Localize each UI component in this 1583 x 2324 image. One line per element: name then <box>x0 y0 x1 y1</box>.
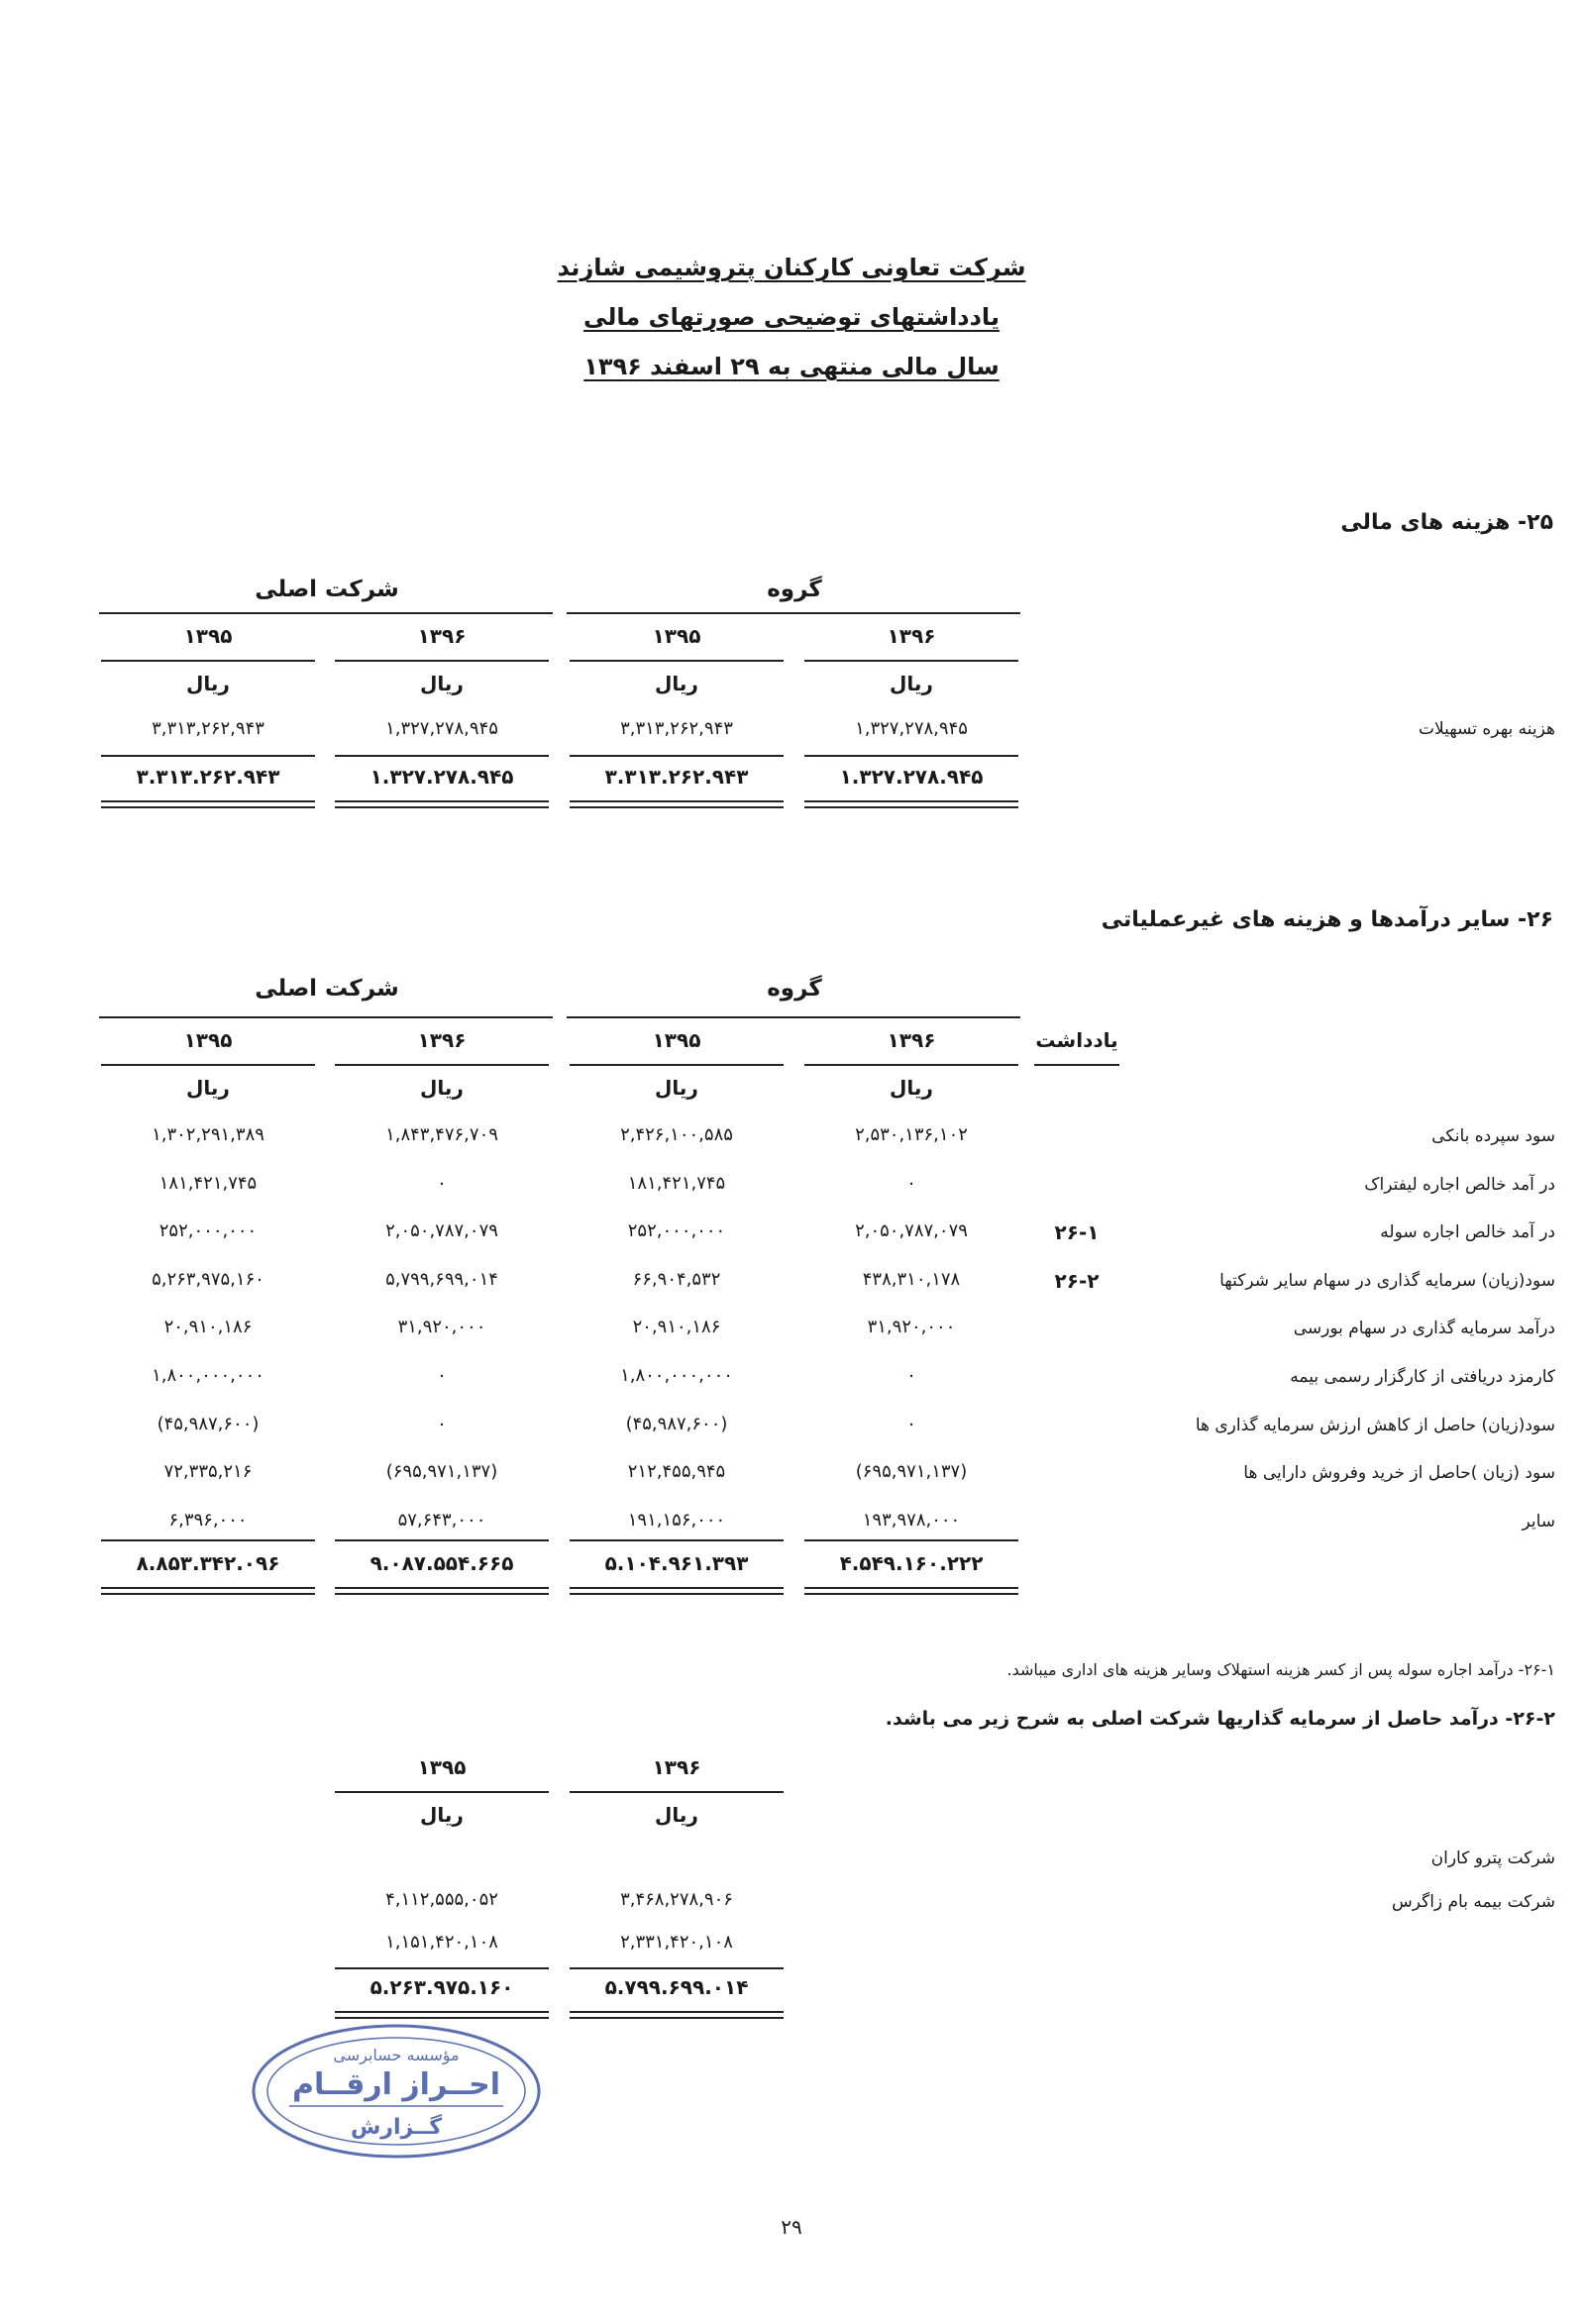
section-26-title: ۲۶- سایر درآمدها و هزینه های غیرعملیاتی <box>1101 907 1553 932</box>
s26-year-header: ۱۳۹۵ <box>652 1028 701 1052</box>
s26-note-header: یادداشت <box>1035 1028 1118 1052</box>
s26-total: ۸.۸۵۳.۳۴۲.۰۹۶ <box>136 1551 280 1575</box>
s26-cell: ۰ <box>906 1414 916 1434</box>
s26-cell: ۷۲,۳۳۵,۲۱۶ <box>163 1461 253 1482</box>
auditor-stamp <box>250 2021 543 2162</box>
s26-subtotal-rule <box>335 1539 549 1541</box>
s25-year-header: ۱۳۹۶ <box>887 624 936 648</box>
s26-cell: ۰ <box>906 1365 916 1386</box>
s26-cell: ۶۶,۹۰۴,۵۳۲ <box>632 1269 721 1290</box>
s26-subtotal-rule <box>804 1539 1018 1541</box>
s26-cell: ۳۱,۹۲۰,۰۰۰ <box>867 1317 956 1337</box>
s25-year-rule <box>570 660 784 662</box>
s26-cell: (۶۹۵,۹۷۱,۱۳۷) <box>855 1461 968 1482</box>
s26-cell: ۱۹۱,۱۵۶,۰۰۰ <box>627 1510 726 1531</box>
s26-cell: ۲,۵۳۰,۱۳۶,۱۰۲ <box>855 1124 968 1145</box>
s26-cell: ۳۱,۹۲۰,۰۰۰ <box>397 1317 486 1337</box>
s262-unit-label: ریال <box>655 1803 698 1827</box>
s26-cell: (۴۵,۹۸۷,۶۰۰) <box>625 1414 728 1434</box>
note-26-1: ۲۶-۱- درآمد اجاره سوله پس از کسر هزینه استهلاک وسایر هزینه های اداری میباشد. <box>1006 1660 1555 1679</box>
s26-cell: ۰ <box>437 1414 447 1434</box>
s262-unit-label: ریال <box>420 1803 464 1827</box>
s262-row-label: شرکت بیمه بام زاگرس <box>1391 1892 1555 1912</box>
s26-cell: ۲۰,۹۱۰,۱۸۶ <box>632 1317 721 1337</box>
s26-year-rule <box>101 1064 315 1066</box>
s25-group-header: گروه <box>767 577 822 602</box>
s262-total: ۵.۲۶۳.۹۷۵.۱۶۰ <box>369 1975 514 1999</box>
s25-subtotal-rule <box>804 755 1018 757</box>
s26-cell: ۰ <box>437 1173 447 1194</box>
s26-row-label: سود(زیان) سرمایه گذاری در سهام سایر شرکتها <box>1219 1271 1555 1291</box>
s25-subtotal-rule <box>570 755 784 757</box>
s26-parent-header: شرکت اصلی <box>255 976 399 1002</box>
s25-parent-rule <box>99 612 553 614</box>
s262-cell: ۳,۴۶۸,۲۷۸,۹۰۶ <box>620 1889 733 1910</box>
s262-subtotal-rule <box>570 1967 784 1969</box>
s26-cell: ۱۸۱,۴۲۱,۷۴۵ <box>158 1173 258 1194</box>
s26-row-label: کارمزد دریافتی از کارگزار رسمی بیمه <box>1290 1367 1555 1387</box>
s25-double-rule <box>570 800 784 808</box>
s262-year-rule <box>335 1791 549 1793</box>
s26-cell: ۱,۸۰۰,۰۰۰,۰۰۰ <box>152 1365 264 1386</box>
s26-cell: ۰ <box>906 1173 916 1194</box>
s25-year-rule <box>101 660 315 662</box>
s25-double-rule <box>804 800 1018 808</box>
s26-year-header: ۱۳۹۶ <box>417 1028 467 1052</box>
s26-year-rule <box>804 1064 1018 1066</box>
s26-cell: (۶۹۵,۹۷۱,۱۳۷) <box>385 1461 498 1482</box>
s25-year-rule <box>335 660 549 662</box>
s26-row-label: در آمد خالص اجاره سوله <box>1380 1222 1555 1242</box>
s26-total: ۵.۱۰۴.۹۶۱.۳۹۳ <box>604 1551 749 1575</box>
s26-unit-label: ریال <box>186 1076 230 1100</box>
s26-row-label: سود (زیان )حاصل از خرید وفروش دارایی ها <box>1243 1463 1555 1483</box>
s262-row-label: شرکت پترو کاران <box>1430 1849 1555 1868</box>
s26-subtotal-rule <box>101 1539 315 1541</box>
s26-cell: ۲,۴۲۶,۱۰۰,۵۸۵ <box>620 1124 733 1145</box>
s26-group-header: گروه <box>767 976 822 1002</box>
s26-year-rule <box>335 1064 549 1066</box>
s26-parent-rule <box>99 1016 553 1018</box>
s26-unit-label: ریال <box>655 1076 698 1100</box>
s26-row-label: درآمد سرمایه گذاری در سهام بورسی <box>1293 1319 1555 1338</box>
s262-double-rule <box>335 2011 549 2019</box>
stamp-line3: گــزارش <box>350 2115 443 2140</box>
s25-unit-label: ریال <box>420 672 464 695</box>
s26-cell: ۴۳۸,۳۱۰,۱۷۸ <box>862 1269 961 1290</box>
stamp-line1: مؤسسه حسابرسی <box>333 2046 460 2064</box>
s25-total: ۳.۳۱۳.۲۶۲.۹۴۳ <box>136 765 280 789</box>
s26-cell: ۲۰,۹۱۰,۱۸۶ <box>163 1317 253 1337</box>
s26-row-label: سود سپرده بانکی <box>1431 1126 1555 1146</box>
page-number: ۲۹ <box>781 2215 802 2239</box>
s25-total: ۱.۳۲۷.۲۷۸.۹۴۵ <box>839 765 984 789</box>
s26-cell: (۴۵,۹۸۷,۶۰۰) <box>157 1414 260 1434</box>
s262-double-rule <box>570 2011 784 2019</box>
s26-double-rule <box>804 1587 1018 1595</box>
s26-year-rule <box>570 1064 784 1066</box>
s25-total: ۳.۳۱۳.۲۶۲.۹۴۳ <box>604 765 749 789</box>
s26-cell: ۱,۸۰۰,۰۰۰,۰۰۰ <box>620 1365 733 1386</box>
s262-year-header: ۱۳۹۵ <box>417 1755 467 1779</box>
s26-cell: ۱۸۱,۴۲۱,۷۴۵ <box>627 1173 726 1194</box>
s26-cell: ۲۵۲,۰۰۰,۰۰۰ <box>158 1220 258 1241</box>
s26-total: ۴.۵۴۹.۱۶۰.۲۲۲ <box>839 1551 984 1575</box>
s25-row-label: هزینه بهره تسهیلات <box>1419 719 1555 739</box>
s262-total: ۵.۷۹۹.۶۹۹.۰۱۴ <box>604 1975 749 1999</box>
s26-double-rule <box>335 1587 549 1595</box>
s26-cell: ۵,۷۹۹,۶۹۹,۰۱۴ <box>385 1269 498 1290</box>
notes-subtitle: یادداشتهای توضیحی صورتهای مالی <box>583 303 1000 331</box>
s26-cell: ۲,۰۵۰,۷۸۷,۰۷۹ <box>855 1220 968 1241</box>
s26-cell: ۲۱۲,۴۵۵,۹۴۵ <box>627 1461 726 1482</box>
stamp-oval-icon <box>250 2021 543 2162</box>
s25-year-header: ۱۳۹۵ <box>183 624 233 648</box>
s26-total: ۹.۰۸۷.۵۵۴.۶۶۵ <box>369 1551 514 1575</box>
s25-year-header: ۱۳۹۶ <box>417 624 467 648</box>
s25-unit-label: ریال <box>890 672 933 695</box>
s262-year-header: ۱۳۹۶ <box>652 1755 701 1779</box>
s26-cell: ۵۷,۶۴۳,۰۰۰ <box>397 1510 486 1531</box>
s25-unit-label: ریال <box>186 672 230 695</box>
s25-year-rule <box>804 660 1018 662</box>
s26-row-note: ۲۶-۲ <box>1054 1269 1100 1293</box>
s26-subtotal-rule <box>570 1539 784 1541</box>
s25-double-rule <box>101 800 315 808</box>
s25-parent-header: شرکت اصلی <box>255 577 399 602</box>
s25-cell: ۳,۳۱۳,۲۶۲,۹۴۳ <box>152 718 264 739</box>
s26-cell: ۲,۰۵۰,۷۸۷,۰۷۹ <box>385 1220 498 1241</box>
s26-row-note: ۲۶-۱ <box>1054 1220 1100 1244</box>
s25-group-rule <box>567 612 1020 614</box>
s26-row-label: سود(زیان) حاصل از کاهش ارزش سرمایه گذاری ها <box>1195 1416 1555 1435</box>
s262-cell: ۴,۱۱۲,۵۵۵,۰۵۲ <box>385 1889 498 1910</box>
s262-cell: ۲,۳۳۱,۴۲۰,۱۰۸ <box>620 1932 733 1953</box>
s26-note-rule <box>1034 1064 1119 1066</box>
s262-subtotal-rule <box>335 1967 549 1969</box>
s25-unit-label: ریال <box>655 672 698 695</box>
s262-cell: ۱,۱۵۱,۴۲۰,۱۰۸ <box>385 1932 498 1953</box>
s25-subtotal-rule <box>335 755 549 757</box>
s26-cell: ۱۹۳,۹۷۸,۰۰۰ <box>862 1510 961 1531</box>
s26-unit-label: ریال <box>890 1076 933 1100</box>
s26-cell: ۰ <box>437 1365 447 1386</box>
s26-cell: ۲۵۲,۰۰۰,۰۰۰ <box>627 1220 726 1241</box>
s26-row-label: سایر <box>1522 1512 1555 1532</box>
s25-cell: ۱,۳۲۷,۲۷۸,۹۴۵ <box>855 718 968 739</box>
company-title: شرکت تعاونی کارکنان پتروشیمی شازند <box>557 254 1026 281</box>
s26-year-header: ۱۳۹۶ <box>887 1028 936 1052</box>
s26-cell: ۶,۳۹۶,۰۰۰ <box>168 1510 248 1531</box>
s25-cell: ۳,۳۱۳,۲۶۲,۹۴۳ <box>620 718 733 739</box>
s26-cell: ۵,۲۶۳,۹۷۵,۱۶۰ <box>152 1269 264 1290</box>
section-25-title: ۲۵- هزینه های مالی <box>1340 510 1553 535</box>
s26-cell: ۱,۳۰۲,۲۹۱,۳۸۹ <box>152 1124 264 1145</box>
s26-year-header: ۱۳۹۵ <box>183 1028 233 1052</box>
s25-subtotal-rule <box>101 755 315 757</box>
s25-total: ۱.۳۲۷.۲۷۸.۹۴۵ <box>369 765 514 789</box>
s26-cell: ۱,۸۴۳,۴۷۶,۷۰۹ <box>385 1124 498 1145</box>
s25-year-header: ۱۳۹۵ <box>652 624 701 648</box>
s25-double-rule <box>335 800 549 808</box>
period-title: سال مالی منتهی به ۲۹ اسفند ۱۳۹۶ <box>583 353 1000 380</box>
s26-unit-label: ریال <box>420 1076 464 1100</box>
s25-cell: ۱,۳۲۷,۲۷۸,۹۴۵ <box>385 718 498 739</box>
s26-group-rule <box>567 1016 1020 1018</box>
s262-year-rule <box>570 1791 784 1793</box>
s26-double-rule <box>101 1587 315 1595</box>
s26-double-rule <box>570 1587 784 1595</box>
note-26-2-title: ۲۶-۲- درآمد حاصل از سرمایه گذاریها شرکت اصلی به شرح زیر می باشد. <box>885 1708 1555 1730</box>
s26-row-label: در آمد خالص اجاره لیفتراک <box>1364 1175 1555 1195</box>
stamp-line2: احــراز ارقــام <box>291 2067 501 2102</box>
